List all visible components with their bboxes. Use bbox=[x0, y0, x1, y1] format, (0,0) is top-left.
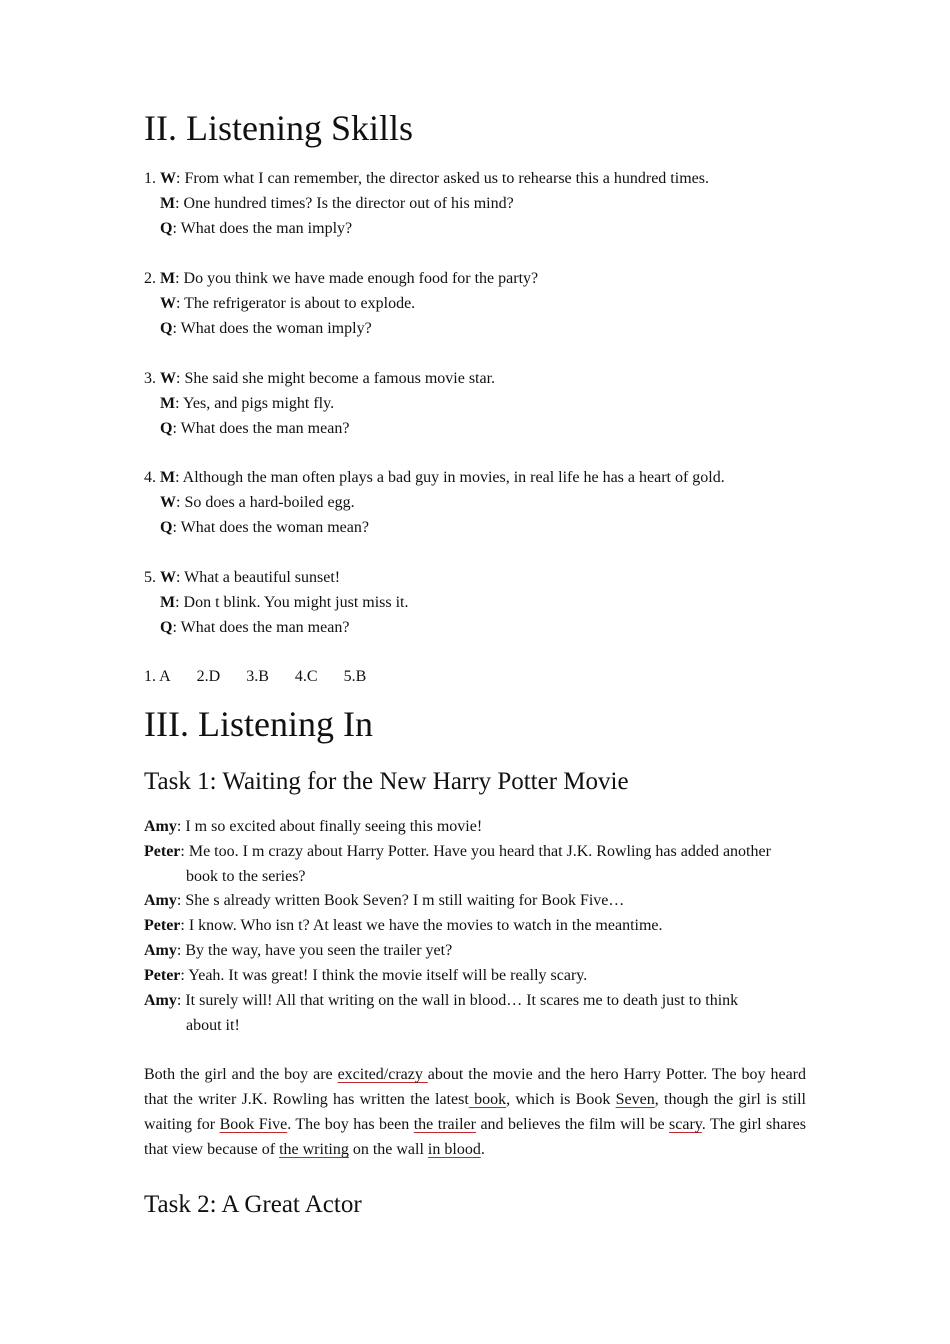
answer-3: 3.B bbox=[246, 668, 269, 685]
dialogue-line-5: Amy: By the way, have you seen the trailer yet? bbox=[144, 942, 453, 959]
blank-1: excited/crazy bbox=[337, 1066, 428, 1083]
item-1-line-1: 1. W: From what I can remember, the director asked us to rehearse this a hundred times. bbox=[144, 170, 709, 187]
dialogue-line-4: Peter: I know. Who isn t? At least we have the movies to watch in the meantime. bbox=[144, 917, 663, 934]
dialogue-line-2: Peter: Me too. I m crazy about Harry Potter. Have you heard that J.K. Rowling has added another bbox=[144, 843, 771, 860]
dialogue-line-7: Amy: It surely will! All that writing on the wall in blood… It scares me to death just to think bbox=[144, 992, 739, 1009]
dialogue-line-2-cont: book to the series? bbox=[186, 868, 306, 885]
blank-7: the writing bbox=[279, 1141, 349, 1158]
item-5-line-1: 5. W: What a beautiful sunset! bbox=[144, 569, 341, 586]
answer-1: 1. A bbox=[144, 668, 171, 685]
item-2-line-3: Q: What does the woman imply? bbox=[160, 320, 372, 337]
section-title-listening-skills: II. Listening Skills bbox=[144, 108, 413, 148]
item-1-line-2: M: One hundred times? Is the director out of his mind? bbox=[160, 195, 514, 212]
item-2-line-2: W: The refrigerator is about to explode. bbox=[160, 295, 416, 312]
section-title-listening-in: III. Listening In bbox=[144, 704, 373, 744]
answer-2: 2.D bbox=[196, 668, 221, 685]
item-4-line-1: 4. M: Although the man often plays a bad guy in movies, in real life he has a heart of gold. bbox=[144, 469, 725, 486]
item-5-line-2: M: Don t blink. You might just miss it. bbox=[160, 594, 409, 611]
dialogue-line-7-cont: about it! bbox=[186, 1017, 240, 1034]
dialogue-line-3: Amy: She s already written Book Seven? I m still waiting for Book Five… bbox=[144, 892, 625, 909]
blank-8: in blood bbox=[427, 1141, 481, 1158]
task-1-summary: Both the girl and the boy are excited/crazy about the movie and the hero Harry Potter. The boy heard that the writer J.K. Rowling has written the latest book, which is Book Seven, though the girl is still waiting for Book Five. The boy has been the trailer and believes the film will be scary. The girl shares that view because of the writing on the wall in blood. bbox=[144, 1066, 806, 1158]
item-1-line-3: Q: What does the man imply? bbox=[160, 220, 353, 237]
blank-2: book bbox=[468, 1091, 507, 1108]
dialogue-line-6: Peter: Yeah. It was great! I think the movie itself will be really scary. bbox=[144, 967, 588, 984]
item-3-line-1: 3. W: She said she might become a famous movie star. bbox=[144, 370, 496, 387]
answer-5: 5.B bbox=[343, 668, 367, 685]
item-4-line-2: W: So does a hard-boiled egg. bbox=[160, 494, 355, 511]
blank-3: Seven bbox=[615, 1091, 655, 1108]
answer-4: 4.C bbox=[294, 668, 318, 685]
item-4-line-3: Q: What does the woman mean? bbox=[160, 519, 369, 536]
blank-5: the trailer bbox=[413, 1116, 476, 1133]
item-2-line-1: 2. M: Do you think we have made enough food for the party? bbox=[144, 270, 539, 287]
task-2-title: Task 2: A Great Actor bbox=[144, 1191, 362, 1218]
blank-4: Book Five bbox=[219, 1116, 288, 1133]
dialogue-line-1: Amy: I m so excited about finally seeing this movie! bbox=[144, 818, 483, 835]
item-3-line-3: Q: What does the man mean? bbox=[160, 420, 350, 437]
blank-6: scary bbox=[669, 1116, 702, 1133]
item-3-line-2: M: Yes, and pigs might fly. bbox=[160, 395, 335, 412]
item-5-line-3: Q: What does the man mean? bbox=[160, 619, 350, 636]
task-1-title: Task 1: Waiting for the New Harry Potter Movie bbox=[144, 768, 629, 795]
answer-key bbox=[144, 669, 392, 685]
